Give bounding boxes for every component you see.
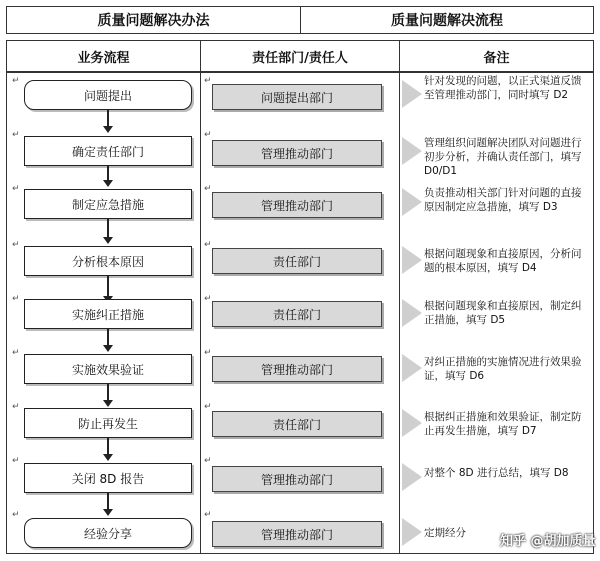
paragraph-mark-icon: ↵ bbox=[204, 510, 212, 520]
flow-connector bbox=[107, 384, 109, 400]
owner-step-9: 管理推动部门 bbox=[212, 521, 382, 547]
remark-step-6: 对纠正措施的实施情况进行效果验证，填写 D6 bbox=[424, 356, 582, 382]
paragraph-mark-icon: ↵ bbox=[12, 348, 20, 358]
remark-arrow-icon bbox=[402, 299, 422, 327]
paragraph-mark-icon: ↵ bbox=[204, 294, 212, 304]
right-title: 质量问题解决流程 bbox=[391, 13, 503, 29]
flow-step-7: 防止再发生 bbox=[24, 408, 192, 438]
remark-arrow-icon bbox=[402, 409, 422, 437]
remark-step-5: 根据问题现象和直接原因，制定纠正措施，填写 D5 bbox=[424, 300, 582, 326]
flow-connector bbox=[107, 493, 109, 509]
flow-connector bbox=[107, 166, 109, 180]
arrow-down-icon bbox=[103, 180, 113, 187]
owner-step-2: 管理推动部门 bbox=[212, 140, 382, 166]
column-head-flow: 业务流程 bbox=[6, 40, 201, 72]
owner-step-1: 问题提出部门 bbox=[212, 84, 382, 110]
paragraph-mark-icon: ↵ bbox=[204, 240, 212, 250]
watermark: 知乎 @胡加质量 bbox=[500, 534, 596, 549]
remark-arrow-icon bbox=[402, 246, 422, 274]
paragraph-mark-icon: ↵ bbox=[12, 294, 20, 304]
flow-connector bbox=[107, 110, 109, 126]
remark-arrow-icon bbox=[402, 188, 422, 216]
flow-step-4: 分析根本原因 bbox=[24, 246, 192, 276]
flow-step-9: 经验分享 bbox=[24, 518, 192, 548]
paragraph-mark-icon: ↵ bbox=[204, 76, 212, 86]
paragraph-mark-icon: ↵ bbox=[204, 348, 212, 358]
remark-step-9: 定期经分 bbox=[424, 527, 466, 539]
remark-step-8: 对整个 8D 进行总结，填写 D8 bbox=[424, 467, 569, 479]
paragraph-mark-icon: ↵ bbox=[12, 240, 20, 250]
owner-step-7: 责任部门 bbox=[212, 411, 382, 437]
left-title: 质量问题解决办法 bbox=[97, 13, 210, 29]
arrow-down-icon bbox=[103, 345, 113, 352]
arrow-down-icon bbox=[103, 237, 113, 244]
arrow-down-icon bbox=[103, 509, 113, 516]
flow-step-5: 实施纠正措施 bbox=[24, 299, 192, 329]
flow-connector bbox=[107, 329, 109, 345]
remark-arrow-icon bbox=[402, 137, 422, 165]
owner-step-8: 管理推动部门 bbox=[212, 466, 382, 492]
owner-step-5: 责任部门 bbox=[212, 301, 382, 327]
owner-step-4: 责任部门 bbox=[212, 248, 382, 274]
remark-arrow-icon bbox=[402, 354, 422, 382]
paragraph-mark-icon: ↵ bbox=[204, 130, 212, 140]
title-row bbox=[6, 6, 594, 34]
column-divider-1 bbox=[200, 72, 201, 554]
flow-connector bbox=[107, 219, 109, 237]
flow-connector bbox=[107, 438, 109, 454]
paragraph-mark-icon: ↵ bbox=[12, 510, 20, 520]
flow-step-3: 制定应急措施 bbox=[24, 189, 192, 219]
remark-arrow-icon bbox=[402, 518, 422, 546]
flow-step-6: 实施效果验证 bbox=[24, 354, 192, 384]
remark-step-7: 根据纠正措施和效果验证，制定防止再发生措施，填写 D7 bbox=[424, 411, 582, 437]
arrow-down-icon bbox=[103, 126, 113, 133]
paragraph-mark-icon: ↵ bbox=[204, 456, 212, 466]
remark-step-2: 管理组织问题解决团队对问题进行初步分析，并确认责任部门，填写 D0/D1 bbox=[424, 137, 582, 177]
flow-step-2: 确定责任部门 bbox=[24, 136, 192, 166]
flow-connector bbox=[107, 276, 109, 296]
paragraph-mark-icon: ↵ bbox=[12, 130, 20, 140]
arrow-down-icon bbox=[103, 400, 113, 407]
paragraph-mark-icon: ↵ bbox=[204, 402, 212, 412]
paragraph-mark-icon: ↵ bbox=[12, 76, 20, 86]
remark-step-4: 根据问题现象和直接原因，分析问题的根本原因，填写 D4 bbox=[424, 248, 582, 274]
flow-step-8: 关闭 8D 报告 bbox=[24, 463, 192, 493]
owner-step-3: 管理推动部门 bbox=[212, 192, 382, 218]
remark-arrow-icon bbox=[402, 80, 422, 108]
paragraph-mark-icon: ↵ bbox=[204, 184, 212, 194]
owner-step-6: 管理推动部门 bbox=[212, 356, 382, 382]
flow-step-1: 问题提出 bbox=[24, 80, 192, 110]
remark-step-3: 负责推动相关部门针对问题的直接原因制定应急措施，填写 D3 bbox=[424, 187, 582, 213]
paragraph-mark-icon: ↵ bbox=[12, 184, 20, 194]
column-divider-2 bbox=[399, 72, 400, 554]
column-head-owner: 责任部门/责任人 bbox=[200, 40, 400, 72]
arrow-down-icon bbox=[103, 454, 113, 461]
remark-arrow-icon bbox=[402, 463, 422, 491]
column-head-remark: 备注 bbox=[399, 40, 594, 72]
remark-step-1: 针对发现的问题，以正式渠道反馈至管理推动部门，同时填写 D2 bbox=[424, 75, 582, 101]
paragraph-mark-icon: ↵ bbox=[12, 402, 20, 412]
paragraph-mark-icon: ↵ bbox=[12, 456, 20, 466]
